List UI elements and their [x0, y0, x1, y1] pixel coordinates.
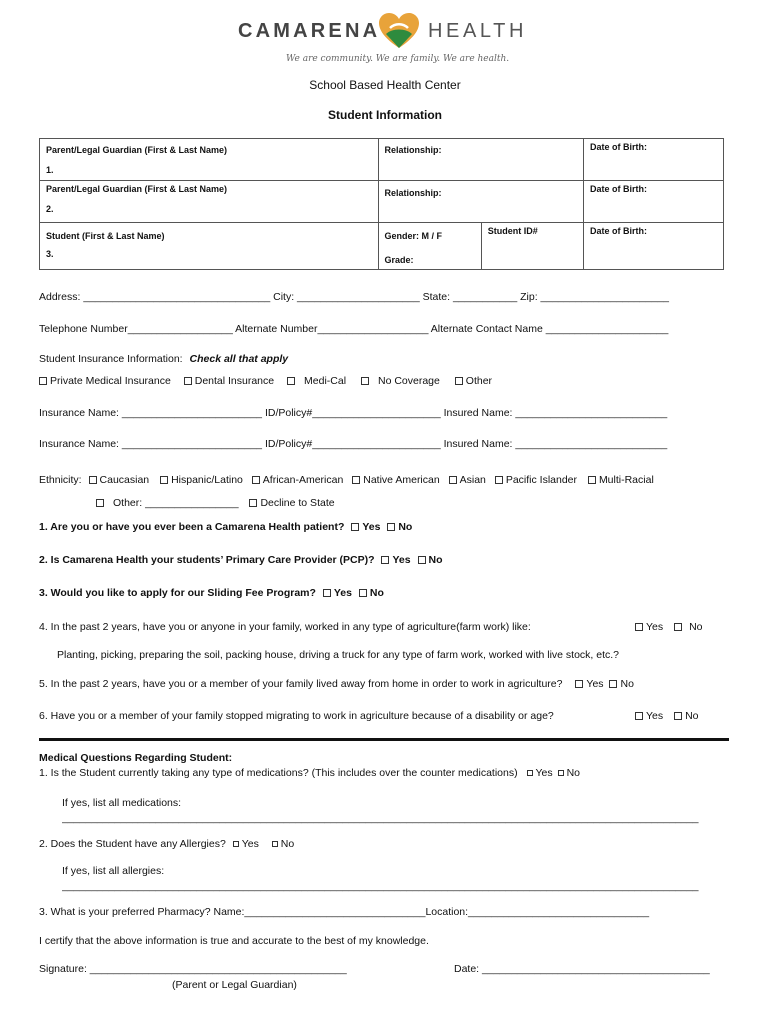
page-title: Student Information [328, 108, 442, 122]
insurance-intro [39, 353, 288, 365]
q6-no-checkbox[interactable] [674, 712, 682, 720]
other-insurance-checkbox[interactable] [455, 377, 463, 385]
african-american-checkbox[interactable] [252, 476, 260, 484]
certify-statement: I certify that the above information is true and accurate to the best of my knowledge. [39, 935, 429, 947]
no-coverage-label: No Coverage [377, 375, 440, 387]
ethnicity-label: Ethnicity: [39, 474, 82, 486]
question-1 [39, 521, 412, 533]
private-insurance-label: Private Medical Insurance [50, 375, 171, 387]
african-american-label: African-American [262, 474, 344, 486]
private-insurance-checkbox[interactable] [39, 377, 47, 385]
pacific-islander-label: Pacific Islander [505, 474, 578, 486]
q5-yes-checkbox[interactable] [575, 680, 583, 688]
question-5 [39, 678, 634, 690]
date-line[interactable]: Date: _______________________________________ [454, 963, 710, 975]
q2-no-label: No [428, 554, 443, 566]
question-4-text: 4. In the past 2 years, have you or anyone in your family, worked in any type of agriculture(farm work) like: [39, 621, 531, 633]
q1-no-checkbox[interactable] [387, 523, 395, 531]
q4-no-checkbox[interactable] [674, 623, 682, 631]
q5-yes-label: Yes [586, 678, 604, 690]
guardian2-dob-cell[interactable] [584, 181, 724, 223]
dental-insurance-label: Dental Insurance [194, 375, 275, 387]
allergies-list-label: If yes, list all allergies: [62, 865, 165, 877]
telephone-line[interactable]: Telephone Number__________________ Alternate Number___________________ Alternate Contact Name _____________________ [39, 323, 669, 335]
decline-checkbox[interactable] [249, 499, 257, 507]
ethnicity-row [39, 474, 654, 486]
m2-yes-label: Yes [241, 838, 259, 850]
m2-no-checkbox[interactable] [272, 841, 278, 847]
student-num: 3. [46, 249, 54, 259]
other-insurance-label: Other [465, 375, 493, 387]
question-4-answers [635, 621, 703, 633]
q1-no-label: No [398, 521, 413, 533]
m2-no-label: No [280, 838, 295, 850]
guardian1-dob-cell[interactable] [584, 139, 724, 181]
guardian1-num: 1. [46, 165, 54, 175]
signature-line[interactable]: Signature: ____________________________________________ [39, 963, 347, 975]
student-dob-label: Date of Birth: [590, 226, 647, 236]
question-2 [39, 554, 443, 566]
section-divider [39, 738, 729, 741]
question-6-text: 6. Have you or a member of your family stopped migrating to work in agriculture because of a disability or age? [39, 710, 554, 722]
gender-grade-cell[interactable] [378, 223, 481, 270]
multi-racial-checkbox[interactable] [588, 476, 596, 484]
native-american-label: Native American [363, 474, 440, 486]
asian-label: Asian [459, 474, 486, 486]
q2-yes-label: Yes [392, 554, 411, 566]
q3-no-checkbox[interactable] [359, 589, 367, 597]
logo-camarena-text: CAMARENA [238, 20, 381, 42]
page-subtitle: School Based Health Center [309, 78, 461, 92]
q4-yes-label: Yes [646, 621, 664, 633]
q6-yes-label: Yes [646, 710, 664, 722]
caucasian-label: Caucasian [99, 474, 150, 486]
no-coverage-checkbox[interactable] [361, 377, 369, 385]
question-4-detail: Planting, picking, preparing the soil, packing house, driving a truck for any type of farm work, worked with live stock, etc.? [57, 649, 620, 661]
q6-yes-checkbox[interactable] [635, 712, 643, 720]
medi-cal-label: Medi-Cal [304, 375, 347, 387]
logo-tagline: We are community. We are family. We are health. [286, 54, 510, 64]
guardian1-label: Parent/Legal Guardian (First & Last Name) [46, 145, 228, 155]
medical-question-2 [39, 838, 294, 850]
m1-yes-checkbox[interactable] [527, 770, 533, 776]
caucasian-checkbox[interactable] [89, 476, 97, 484]
medi-cal-checkbox[interactable] [287, 377, 295, 385]
grade-label: Grade: [384, 255, 414, 265]
insurance-options [39, 375, 492, 387]
insurance-intro-text: Student Insurance Information: [39, 353, 183, 365]
gender-label: Gender: M / F [384, 231, 443, 241]
guardian-note: (Parent or Legal Guardian) [172, 979, 297, 991]
student-dob-cell[interactable] [584, 223, 724, 270]
guardian2-relationship-label: Relationship: [384, 188, 442, 198]
heart-logo-icon [378, 12, 420, 50]
guardian1-relationship-label: Relationship: [384, 145, 442, 155]
insurance-name-line-1[interactable]: Insurance Name: ________________________ ID/Policy#______________________ Insured Name: __________________________ [39, 407, 668, 419]
insurance-name-line-2[interactable]: Insurance Name: ________________________ ID/Policy#______________________ Insured Name: __________________________ [39, 438, 668, 450]
guardian1-relationship-cell[interactable] [378, 139, 583, 181]
student-id-cell[interactable] [481, 223, 583, 270]
ethnicity-row-2 [96, 497, 335, 509]
q4-yes-checkbox[interactable] [635, 623, 643, 631]
question-1-text: 1. Are you or have you ever been a Camarena Health patient? [39, 521, 345, 533]
address-line[interactable]: Address: ________________________________ City: _____________________ State: ___________ Zip: ______________________ [39, 291, 669, 303]
q5-no-label: No [620, 678, 634, 690]
q4-no-label: No [689, 621, 703, 633]
native-american-checkbox[interactable] [352, 476, 360, 484]
hispanic-checkbox[interactable] [160, 476, 168, 484]
hispanic-label: Hispanic/Latino [171, 474, 243, 486]
student-label: Student (First & Last Name) [46, 231, 165, 241]
student-id-label: Student ID# [487, 226, 538, 236]
asian-checkbox[interactable] [449, 476, 457, 484]
dental-insurance-checkbox[interactable] [184, 377, 192, 385]
m1-no-label: No [566, 767, 581, 779]
m2-yes-checkbox[interactable] [233, 841, 239, 847]
q1-yes-checkbox[interactable] [351, 523, 359, 531]
student-name-cell[interactable] [40, 223, 379, 270]
question-3 [39, 587, 384, 599]
medical-question-2-text: 2. Does the Student have any Allergies? [39, 838, 226, 850]
question-2-text: 2. Is Camarena Health your students’ Primary Care Provider (PCP)? [39, 554, 375, 566]
q5-no-checkbox[interactable] [609, 680, 617, 688]
other-ethnicity-checkbox[interactable] [96, 499, 104, 507]
other-ethnicity-label[interactable]: Other: ________________ [113, 497, 239, 509]
medical-question-1 [39, 767, 580, 779]
m1-yes-label: Yes [535, 767, 553, 779]
m1-no-checkbox[interactable] [558, 770, 564, 776]
insurance-check-note: Check all that apply [189, 353, 289, 365]
guardian2-name-cell[interactable] [40, 181, 379, 223]
multi-racial-label: Multi-Racial [598, 474, 654, 486]
guardian2-dob-label: Date of Birth: [590, 184, 647, 194]
allergies-line[interactable]: _____________________________________________________________________________________________________________ [62, 880, 699, 892]
question-5-text: 5. In the past 2 years, have you or a member of your family lived away from home in order to work in agriculture? [39, 678, 563, 690]
guardian2-label: Parent/Legal Guardian (First & Last Name) [46, 184, 228, 194]
q3-yes-label: Yes [333, 587, 352, 599]
medical-heading: Medical Questions Regarding Student: [39, 752, 233, 764]
logo-health-text: HEALTH [428, 20, 528, 42]
decline-label: Decline to State [260, 497, 335, 509]
q1-yes-label: Yes [362, 521, 381, 533]
guardian1-name-cell[interactable] [40, 139, 379, 181]
pacific-islander-checkbox[interactable] [495, 476, 503, 484]
medications-line[interactable]: _____________________________________________________________________________________________________________ [62, 812, 699, 824]
q2-yes-checkbox[interactable] [381, 556, 389, 564]
question-6-answers [635, 710, 699, 722]
pharmacy-line[interactable]: 3. What is your preferred Pharmacy? Name:_______________________________Location:_______________________________ [39, 906, 650, 918]
q3-no-label: No [369, 587, 384, 599]
medical-question-1-text: 1. Is the Student currently taking any type of medications? (This includes over the counter medications) [39, 767, 518, 779]
guardian2-relationship-cell[interactable] [378, 181, 583, 223]
guardian1-dob-label: Date of Birth: [590, 142, 647, 152]
question-3-text: 3. Would you like to apply for our Sliding Fee Program? [39, 587, 316, 599]
guardian2-num: 2. [46, 204, 54, 214]
info-table [39, 138, 724, 270]
q6-no-label: No [685, 710, 699, 722]
q3-yes-checkbox[interactable] [323, 589, 331, 597]
q2-no-checkbox[interactable] [418, 556, 426, 564]
medications-list-label: If yes, list all medications: [62, 797, 182, 809]
